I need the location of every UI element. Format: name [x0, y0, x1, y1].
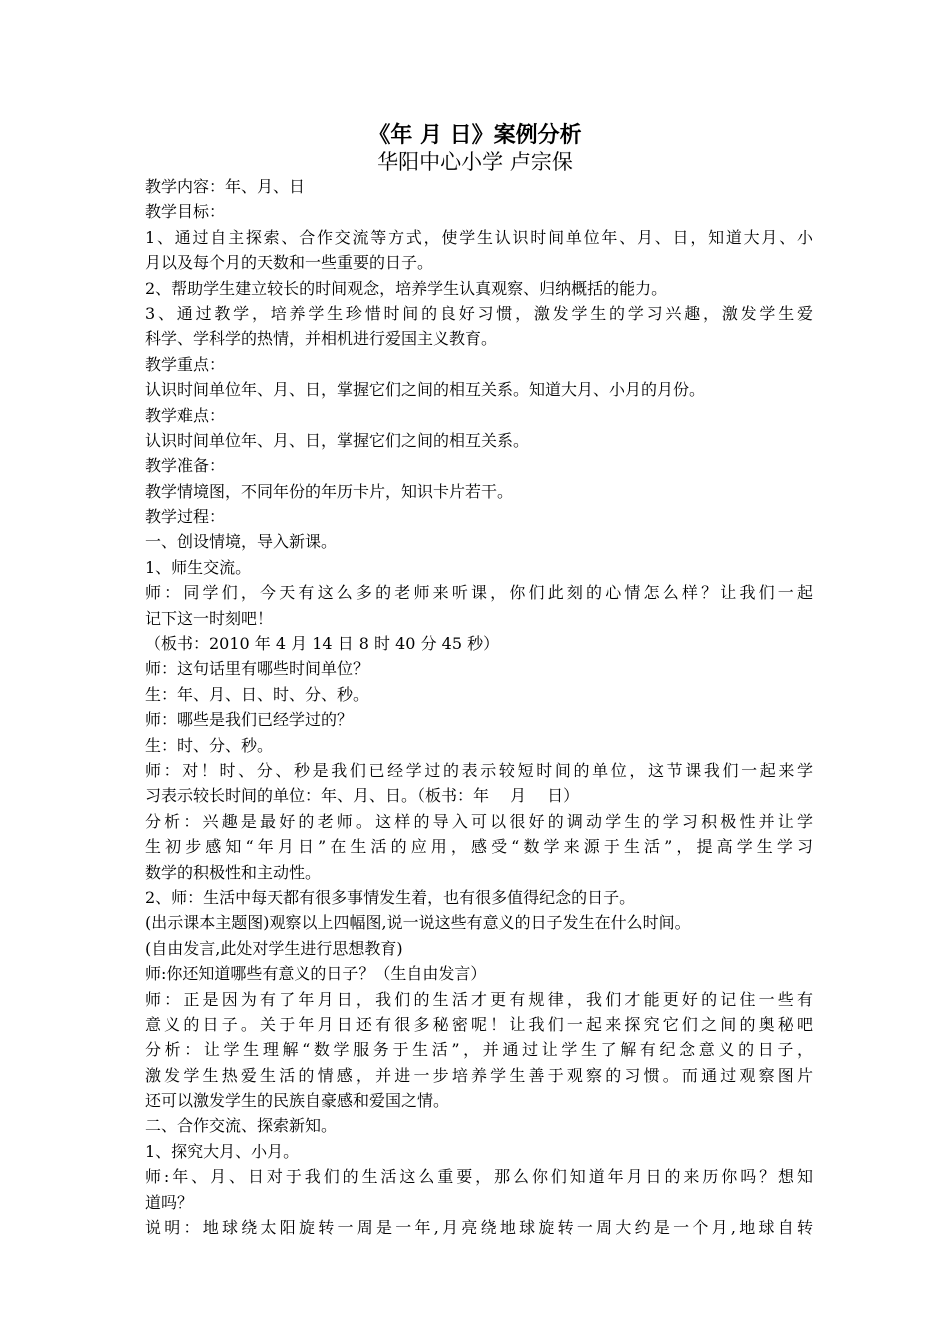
text-line: 2、帮助学生建立较长的时间观念，培养学生认真观察、归纳概括的能力。: [145, 278, 668, 298]
text-line: 认识时间单位年、月、日，掌握它们之间的相互关系。: [145, 430, 530, 450]
text-line: 一、创设情境，导入新课。: [145, 532, 338, 552]
text-line: 月以及每个月的天数和一些重要的日子。: [145, 253, 434, 273]
text-line: 认识时间单位年、月、日，掌握它们之间的相互关系。知道大月、小月的月份。: [145, 380, 706, 400]
text-line: 数学的积极性和主动性。: [145, 862, 322, 882]
text-line: 3、通过教学，培养学生珍惜时间的良好习惯，激发学生的学习兴趣，激发学生爱: [145, 303, 813, 323]
text-line: 教学目标：: [145, 202, 226, 222]
text-line: 科学、学科学的热情，并相机进行爱国主义教育。: [145, 329, 498, 349]
text-line: 1、师生交流。: [145, 557, 252, 577]
text-line: 师：这句话里有哪些时间单位？: [145, 659, 370, 679]
document-title: 《年 月 日》案例分析: [368, 122, 582, 148]
text-line: 教学难点：: [145, 405, 226, 425]
text-line: 师:你还知道哪些有意义的日子？（生自由发言）: [145, 964, 487, 984]
text-line: 说明：地球绕太阳旋转一周是一年,月亮绕地球旋转一周大约是一个月,地球自转: [145, 1218, 813, 1238]
text-line: 教学重点：: [145, 354, 226, 374]
text-line: 习表示较长时间的单位：年、月、日。（板书：年 月 日）: [145, 786, 580, 806]
text-line: 师:年、月、日对于我们的生活这么重要，那么你们知道年月日的来历你吗？想知: [145, 1167, 813, 1187]
text-line: 教学准备：: [145, 456, 226, 476]
text-line: 二、合作交流、探索新知。: [145, 1116, 338, 1136]
text-line: 教学过程：: [145, 507, 226, 527]
text-line: 2、师：生活中每天都有很多事情发生着，也有很多值得纪念的日子。: [145, 887, 636, 907]
text-line: 师：对！时、分、秒是我们已经学过的表示较短时间的单位，这节课我们一起来学: [145, 760, 813, 780]
document-body: [145, 174, 813, 1240]
text-line: 道吗？: [145, 1192, 194, 1212]
text-line: 激发学生热爱生活的情感，并进一步培养学生善于观察的习惯。而通过观察图片: [145, 1065, 813, 1085]
text-line: 记下这一时刻吧！: [145, 608, 274, 628]
text-line: 1、通过自主探索、合作交流等方式，使学生认识时间单位年、月、日，知道大月、小: [145, 227, 813, 247]
text-line: 1、探究大月、小月。: [145, 1141, 300, 1161]
text-line: 生：时、分、秒。: [145, 735, 274, 755]
text-line: 分析：让学生理解“数学服务于生活”，并通过让学生了解有纪念意义的日子，: [145, 1040, 813, 1060]
text-line: 教学内容：年、月、日: [145, 177, 306, 196]
text-line: 生初步感知“年月日”在生活的应用，感受“数学来源于生活”，提高学生学习: [145, 837, 813, 857]
text-line: 分析：兴趣是最好的老师。这样的导入可以很好的调动学生的学习积极性并让学: [145, 811, 813, 831]
text-line: 生：年、月、日、时、分、秒。: [145, 684, 370, 704]
text-line: 师：哪些是我们已经学过的？: [145, 710, 354, 730]
text-line: 意义的日子。关于年月日还有很多秘密呢！让我们一起来探究它们之间的奥秘吧: [145, 1014, 813, 1034]
text-line: 教学情境图，不同年份的年历卡片，知识卡片若干。: [145, 481, 514, 501]
text-line: 师：同学们，今天有这么多的老师来听课，你们此刻的心情怎么样？让我们一起: [145, 583, 813, 603]
text-line: (自由发言,此处对学生进行思想教育): [145, 938, 403, 958]
text-line: (出示课本主题图)观察以上四幅图,说一说这些有意义的日子发生在什么时间。: [145, 913, 691, 933]
text-line: 还可以激发学生的民族自豪感和爱国之情。: [145, 1091, 450, 1111]
text-line: 师：正是因为有了年月日，我们的生活才更有规律，我们才能更好的记住一些有: [145, 989, 813, 1009]
document-author: 华阳中心小学 卢宗保: [377, 150, 573, 174]
text-line: （板书：2010 年 4 月 14 日 8 时 40 分 45 秒）: [145, 634, 500, 654]
